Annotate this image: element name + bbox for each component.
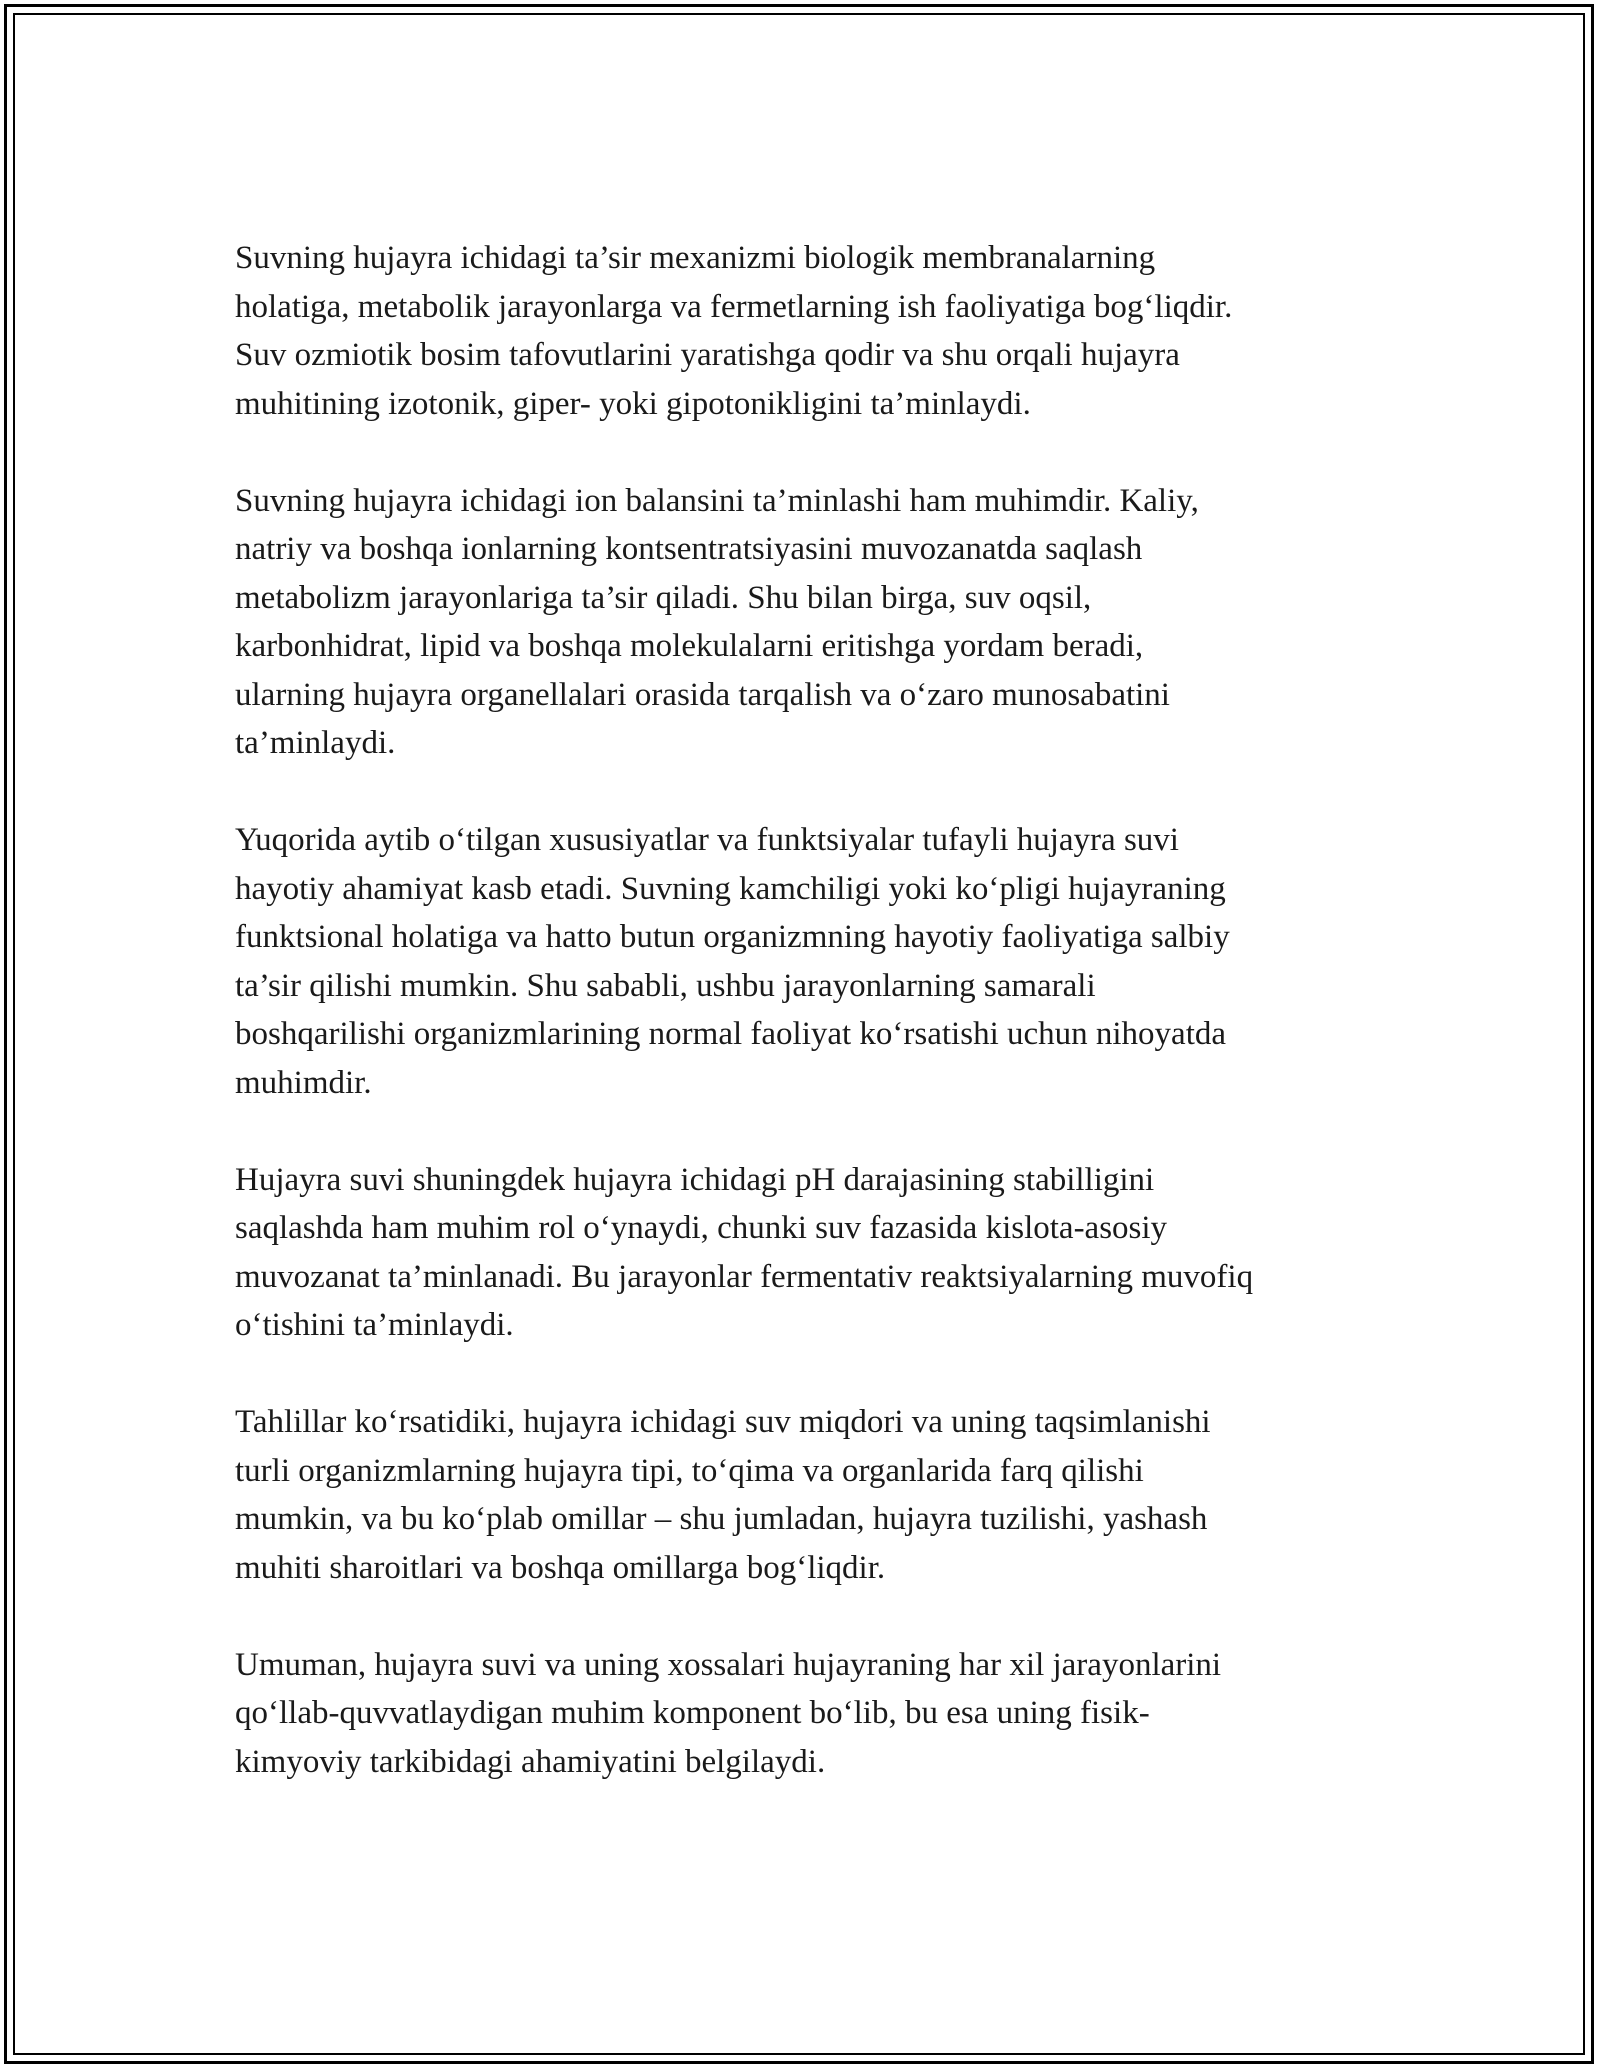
- paragraph-conclusion: Umuman, hujayra suvi va uning xossalari hujayraning har xil jarayonlarini qo‘llab-quvvatlaydigan muhim komponent bo‘lib, bu esa uning fisik- kimyoviy tarkibidagi ahamiyatini belgilaydi.: [235, 1646, 1222, 1780]
- document-body: [235, 234, 1370, 1835]
- paragraph-water-distribution: Tahlillar ko‘rsatidiki, hujayra ichidagi suv miqdori va uning taqsimlanishi turli organizmlarning hujayra tipi, to‘qima va organlarida farq qilishi mumkin, va bu ko‘plab omillar – shu jumladan, hujayra tuzilishi, yashash muhiti sharoitlari va boshqa omillarga bog‘liqdir.: [235, 1404, 1211, 1586]
- paragraph-ion-balance: Suvning hujayra ichidagi ion balansini ta’minlashi ham muhimdir. Kaliy, natriy va boshqa ionlarning kontsentratsiyasini muvozanatda saqlash metabolizm jarayonlariga ta’sir qiladi. Shu bilan birga, suv oqsil, karbonhidrat, lipid va boshqa molekulalarni eritishga yordam beradi, ularning hujayra organellalari orasida tarqalish va o‘zaro munosabatini ta’minlaydi.: [235, 482, 1199, 761]
- paragraph-water-mechanism: Suvning hujayra ichidagi ta’sir mexanizmi biologik membranalarning holatiga, metabolik jarayonlarga va fermetlarning ish faoliyatiga bog‘liqdir. Suv ozmiotik bosim tafovutlarini yaratishga qodir va shu orqali hujayra muhitining izotonik, giper- yoki gipotonikligini ta’minlaydi.: [235, 240, 1233, 422]
- paragraph-ph-stability: Hujayra suvi shuningdek hujayra ichidagi pH darajasining stabilligini saqlashda ham muhim rol o‘ynaydi, chunki suv fazasida kislota-asosiy muvozanat ta’minlanadi. Bu jarayonlar fermentativ reaktsiyalarning muvofiq o‘tishini ta’minlaydi.: [235, 1161, 1254, 1343]
- paragraph-vital-importance: Yuqorida aytib o‘tilgan xususiyatlar va funktsiyalar tufayli hujayra suvi hayotiy ahamiyat kasb etadi. Suvning kamchiligi yoki ko‘pligi hujayraning funktsional holatiga va hatto butun organizmning hayotiy faoliyatiga salbiy ta’sir qilishi mumkin. Shu sababli, ushbu jarayonlarning samarali boshqarilishi organizmlarining normal faoliyat ko‘rsatishi uchun nihoyatda muhimdir.: [235, 822, 1230, 1101]
